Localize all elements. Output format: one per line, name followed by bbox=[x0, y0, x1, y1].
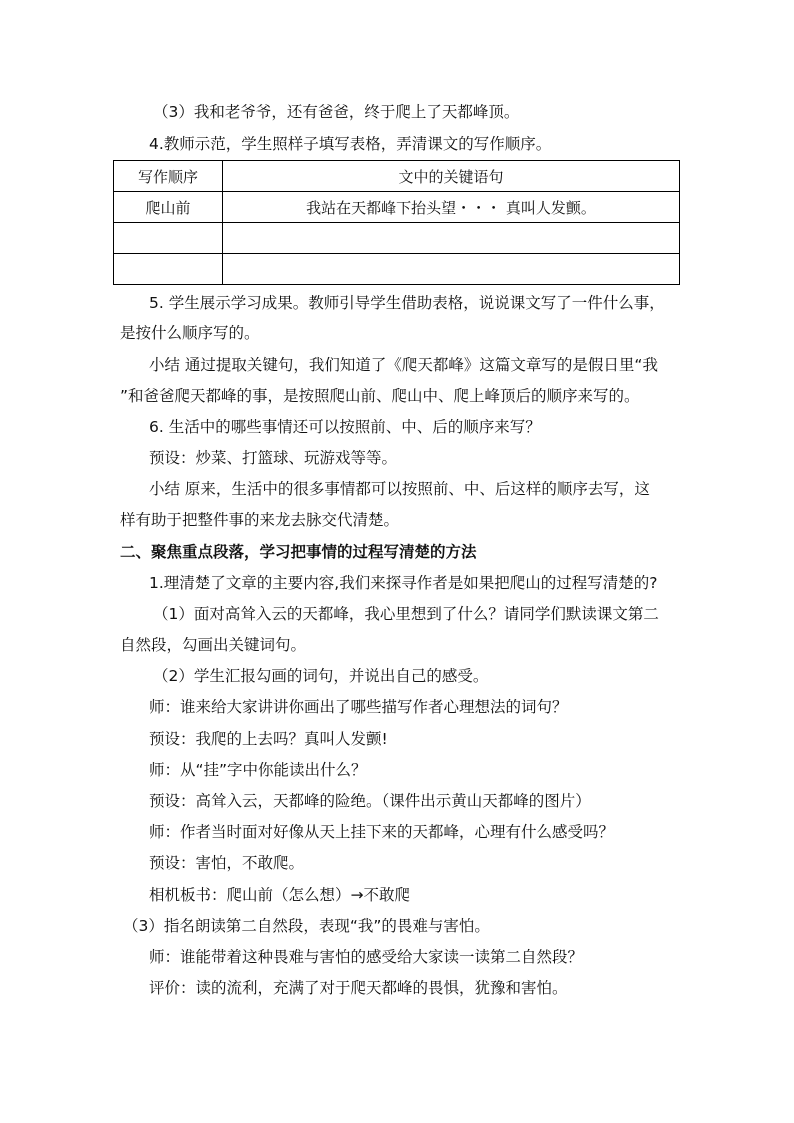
paragraph-line: 师：谁能带着这种畏难与害怕的感受给大家读一读第二自然段？ bbox=[149, 948, 584, 966]
paragraph-line: 样有助于把整件事的来龙去脉交代清楚。 bbox=[120, 511, 400, 529]
table-cell bbox=[223, 254, 680, 285]
paragraph-line: （3）我和老爷爷，还有爸爸，终于爬上了天都峰顶。 bbox=[153, 103, 520, 121]
table-row bbox=[114, 192, 680, 223]
table-header-cell: 文中的关键语句 bbox=[223, 161, 680, 192]
board-note-line: 相机板书：爬山前（怎么想）→不敢爬 bbox=[149, 886, 410, 904]
table-cell bbox=[114, 254, 223, 285]
paragraph-line: 小结 原来，生活中的很多事情都可以按照前、中、后这样的顺序去写，这 bbox=[149, 480, 650, 498]
table-cell bbox=[114, 223, 223, 254]
paragraph-line: 师：谁来给大家讲讲你画出了哪些描写作者心理想法的词句？ bbox=[149, 698, 568, 716]
paragraph-line: 预设：害怕，不敢爬。 bbox=[149, 854, 305, 872]
table-cell bbox=[223, 223, 680, 254]
paragraph-line: 师：从“挂”字中你能读出什么？ bbox=[149, 761, 367, 779]
paragraph-line: ”和爸爸爬天都峰的事，是按照爬山前、爬山中、爬上峰顶后的顺序来写的。 bbox=[120, 387, 640, 405]
paragraph-line: 自然段，勾画出关键词句。 bbox=[120, 636, 307, 654]
paragraph-line: 5. 学生展示学习成果。教师引导学生借助表格，说说课文写了一件什么事， bbox=[149, 294, 665, 312]
paragraph-line: 4.教师示范，学生照样子填写表格，弄清课文的写作顺序。 bbox=[149, 135, 552, 153]
table-row bbox=[114, 254, 680, 285]
paragraph-line: （3）指名朗读第二自然段，表现“我”的畏难与害怕。 bbox=[123, 917, 490, 935]
paragraph-line: 评价：读的流利，充满了对于爬天都峰的畏惧，犹豫和害怕。 bbox=[149, 979, 568, 997]
table-header-cell: 写作顺序 bbox=[114, 161, 223, 192]
table-cell: 我站在天都峰下抬头望・・・ 真叫人发颤。 bbox=[223, 192, 680, 223]
table-row bbox=[114, 223, 680, 254]
paragraph-line: 1.理清楚了文章的主要内容,我们来探寻作者是如果把爬山的过程写清楚的? bbox=[149, 574, 658, 592]
paragraph-line: （2）学生汇报勾画的词句，并说出自己的感受。 bbox=[153, 667, 489, 685]
paragraph-line: （1）面对高耸入云的天都峰，我心里想到了什么？请同学们默读课文第二 bbox=[153, 605, 659, 623]
paragraph-line: 小结 通过提取关键句，我们知道了《爬天都峰》这篇文章写的是假日里“我 bbox=[149, 356, 658, 374]
paragraph-line: 预设：炒菜、打篮球、玩游戏等等。 bbox=[149, 449, 398, 467]
table-cell: 爬山前 bbox=[114, 192, 223, 223]
section-heading: 二、聚焦重点段落，学习把事情的过程写清楚的方法 bbox=[120, 543, 477, 561]
paragraph-line: 师：作者当时面对好像从天上挂下来的天都峰，心理有什么感受吗？ bbox=[149, 823, 615, 841]
paragraph-line: 预设：高耸入云，天都峰的险绝。（课件出示黄山天都峰的图片） bbox=[149, 792, 591, 810]
paragraph-line: 6. 生活中的哪些事情还可以按照前、中、后的顺序来写？ bbox=[149, 418, 541, 436]
writing-order-table bbox=[113, 160, 680, 285]
paragraph-line: 预设：我爬的上去吗？真叫人发颤! bbox=[149, 730, 388, 748]
table-header-row bbox=[114, 161, 680, 192]
paragraph-line: 是按什么顺序写的。 bbox=[120, 324, 260, 342]
